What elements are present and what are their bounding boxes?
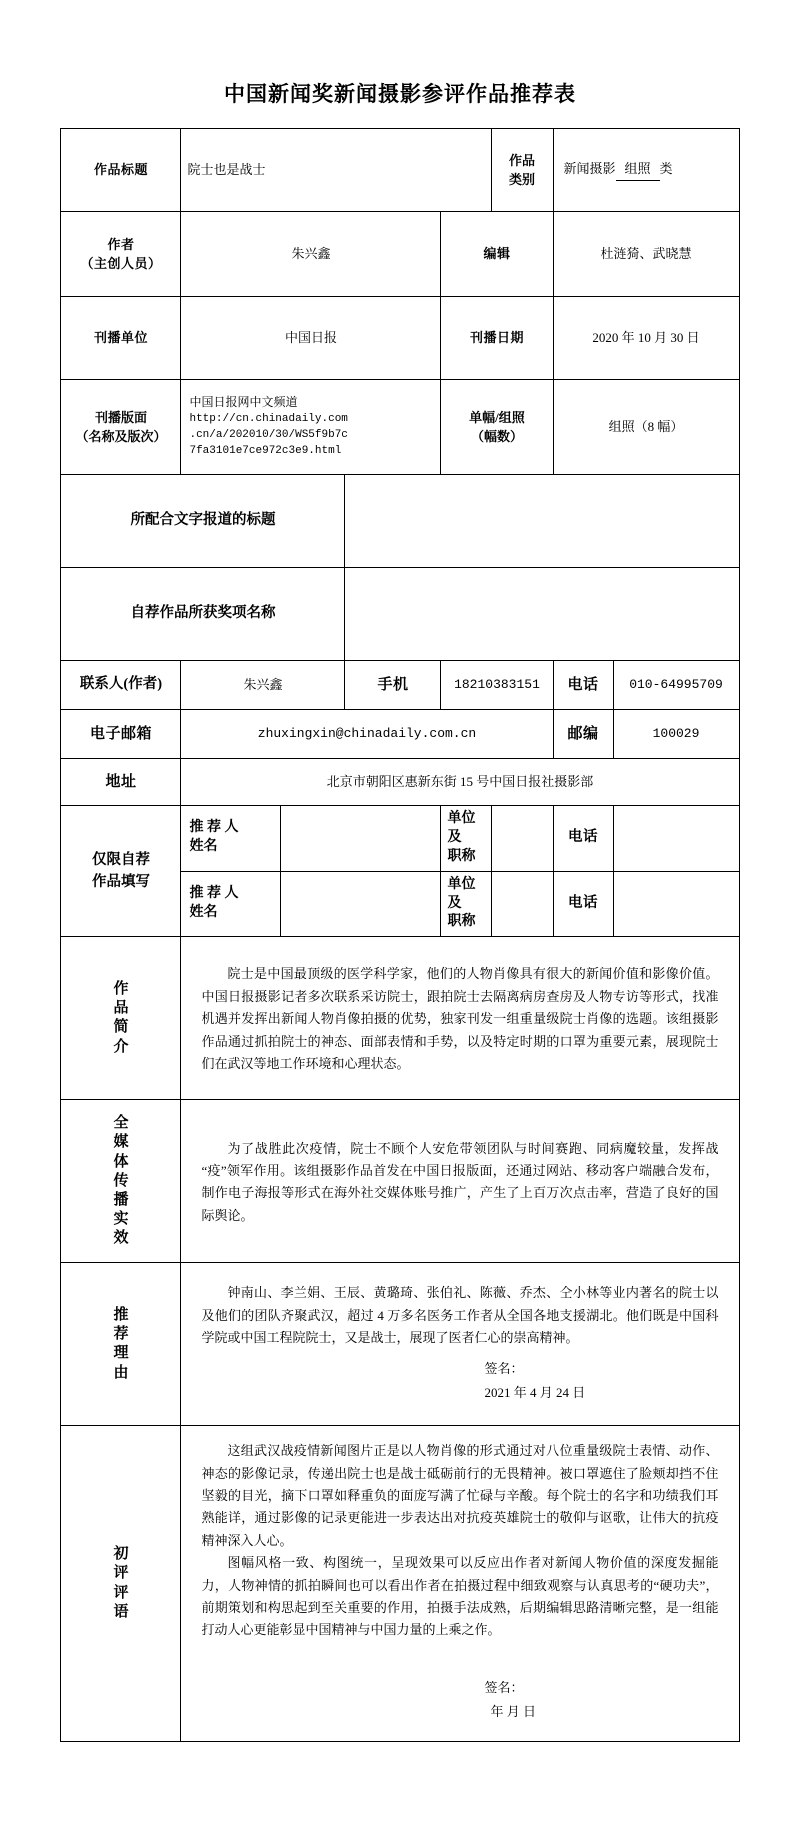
reason-label — [61, 1263, 181, 1426]
edition-label-line2: （名称及版次） — [75, 429, 167, 444]
table-row-recommender-1 — [61, 806, 739, 872]
table-row-media-effect — [61, 1100, 739, 1263]
summary-text: 院士是中国最顶级的医学科学家，他们的人物肖像具有很大的新闻价值和影像价值。中国日报摄影记者多次联系采访院士，跟拍院士去隔离病房查房及人物专访等形式，找准机遇并发挥出新闻人物肖像拍摄的优势，独家刊发一组重量级院士肖像的选题。该组摄影作品通过抓拍院士的神态、面部表情和手势，以及特定时期的口罩为重要元素，展现院士们在武汉等地工作环境和心理状态。 — [201, 966, 719, 1071]
table-row-contact — [61, 661, 739, 710]
table-row-publisher — [61, 297, 739, 380]
mobile-label: 手机 — [345, 661, 441, 710]
self-only-label-line2: 作品填写 — [91, 874, 150, 891]
self-award-value[interactable] — [345, 568, 739, 661]
category-label — [491, 129, 553, 212]
recommender-phone-label-1: 电话 — [553, 806, 613, 872]
initial-review-signature-block — [485, 1676, 675, 1725]
table-row-author — [61, 212, 739, 297]
single-group-value[interactable]: 组照（8 幅） — [553, 380, 739, 475]
initial-review-signature-date[interactable]: 年 月 日 — [490, 1704, 537, 1720]
address-label: 地址 — [61, 759, 181, 806]
reason-text: 钟南山、李兰娟、王辰、黄璐琦、张伯礼、陈薇、乔杰、仝小林等业内著名的院士以及他们的团队齐聚武汉，超过 4 万多名医务工作者从全国各地支援湖北。他们既是中国科学院或中国工程院院士，又是战士，展现了医者仁心的崇高精神。 — [201, 1285, 719, 1346]
contact-value[interactable]: 朱兴鑫 — [181, 661, 345, 710]
unit-title-label-1-line2: 职称 — [447, 848, 476, 864]
recommendation-form-table — [60, 128, 739, 1742]
reason-value[interactable] — [181, 1263, 739, 1426]
edition-url-line1[interactable]: http://cn.chinadaily.com — [189, 412, 348, 425]
unit-title-value-2[interactable] — [491, 871, 553, 937]
summary-label-text: 作品简介 — [113, 980, 129, 1055]
page-title: 中国新闻奖新闻摄影参评作品推荐表 — [224, 82, 576, 106]
recommender-name-label-2 — [181, 871, 281, 937]
table-row-accompany-title — [61, 475, 739, 568]
reason-label-text: 推荐理由 — [113, 1306, 129, 1381]
summary-label — [61, 937, 181, 1100]
email-value[interactable]: zhuxingxin@chinadaily.com.cn — [181, 710, 553, 759]
recommender-phone-label-2: 电话 — [553, 871, 613, 937]
media-effect-value[interactable] — [181, 1100, 739, 1263]
table-row-email — [61, 710, 739, 759]
table-row-work-title — [61, 129, 739, 212]
unit-title-label-1-line1: 单位及 — [447, 811, 476, 845]
accompany-title-value[interactable] — [345, 475, 739, 568]
edition-url-line3[interactable]: 7fa3101e7ce972c3e9.html — [189, 444, 342, 457]
edition-label-line1: 刊播版面 — [94, 409, 147, 425]
category-suffix: 类 — [659, 161, 673, 177]
work-title-value[interactable]: 院士也是战士 — [181, 129, 491, 212]
publisher-label: 刊播单位 — [61, 297, 181, 380]
category-fill[interactable]: 组照 — [616, 159, 660, 181]
reason-signature-label[interactable]: 签名： — [484, 1361, 524, 1377]
initial-review-value[interactable] — [181, 1426, 739, 1742]
recommender-phone-value-2[interactable] — [613, 871, 739, 937]
postcode-label: 邮编 — [553, 710, 613, 759]
unit-title-label-2-line1: 单位及 — [447, 876, 476, 911]
unit-title-label-2-line2: 职称 — [447, 914, 476, 930]
address-value[interactable]: 北京市朝阳区惠新东街 15 号中国日报社摄影部 — [181, 759, 739, 806]
recommender-name-label-2-line2: 姓名 — [189, 905, 218, 920]
author-label-line2: （主创人员） — [80, 256, 162, 271]
table-row-self-award — [61, 568, 739, 661]
unit-title-value-1[interactable] — [491, 806, 553, 872]
self-only-label-line1: 仅限自荐 — [91, 851, 150, 868]
unit-title-label-2 — [441, 871, 491, 937]
table-row-address — [61, 759, 739, 806]
recommender-name-label-1-line2: 姓名 — [189, 839, 218, 855]
initial-review-label — [61, 1426, 181, 1742]
self-award-label: 自荐作品所获奖项名称 — [61, 568, 345, 661]
media-effect-label-text: 全媒体传播实效 — [113, 1115, 129, 1247]
initial-review-text: 这组武汉战疫情新闻图片正是以人物肖像的形式通过对八位重量级院士表情、动作、神态的影像记录，传递出院士也是战士砥砺前行的无畏精神。被口罩遮住了脸颊却挡不住坚毅的目光，摘下口罩如释重负的面庞写满了忙碌与辛酸。每个院士的名字和功绩我们耳熟能详，通过影像的记录更能进一步表达出对抗疫英雄院士的敬仰与讴歌，让伟大的抗疫精神深入人心。 — [201, 1443, 719, 1548]
media-effect-text: 为了战胜此次疫情，院士不顾个人安危带领团队与时间赛跑、同病魔较量，发挥战“疫”领军作用。该组摄影作品首发在中国日报版面，还通过网站、移动客户端融合发布，制作电子海报等形式在海外社交媒体账号推广，产生了上百万次点击率，营造了良好的国际舆论。 — [201, 1140, 719, 1223]
table-row-summary — [61, 937, 739, 1100]
single-group-label-line1: 单幅/组照 — [469, 409, 525, 425]
recommender-name-value-2[interactable] — [281, 871, 441, 937]
single-group-label-line2: （幅数） — [470, 429, 523, 444]
author-label — [61, 212, 181, 297]
category-prefix: 新闻摄影 — [563, 161, 616, 177]
phone-label: 电话 — [553, 661, 613, 710]
author-value[interactable]: 朱兴鑫 — [181, 212, 441, 297]
unit-title-label-1 — [441, 806, 491, 872]
publisher-value[interactable]: 中国日报 — [181, 297, 441, 380]
publish-date-value[interactable]: 2020 年 10 月 30 日 — [553, 297, 739, 380]
recommender-name-value-1[interactable] — [281, 806, 441, 872]
edition-label — [61, 380, 181, 475]
category-label-line1: 作品 — [508, 152, 535, 168]
author-label-line1: 作者 — [107, 236, 135, 252]
accompany-title-label: 所配合文字报道的标题 — [61, 475, 345, 568]
edition-url-line2[interactable]: .cn/a/202010/30/WS5f9b7c — [189, 428, 348, 441]
edition-value[interactable] — [181, 380, 441, 475]
work-title-label: 作品标题 — [61, 129, 181, 212]
contact-label: 联系人(作者) — [61, 661, 181, 710]
table-row-reason — [61, 1263, 739, 1426]
reason-signature-date[interactable]: 2021 年 4 月 24 日 — [484, 1384, 586, 1400]
initial-review-signature-label[interactable]: 签名： — [484, 1679, 524, 1695]
initial-review-label-text: 初评评语 — [113, 1546, 129, 1620]
editor-value[interactable]: 杜涟猗、武晓慧 — [553, 212, 739, 297]
publish-date-label: 刊播日期 — [441, 297, 553, 380]
category-label-line2: 类别 — [508, 172, 535, 187]
table-row-initial-review — [61, 1426, 739, 1742]
summary-value[interactable] — [181, 937, 739, 1100]
phone-value[interactable]: 010-64995709 — [613, 661, 739, 710]
self-only-label — [61, 806, 181, 937]
single-group-label — [441, 380, 553, 475]
mobile-value[interactable]: 18210383151 — [441, 661, 553, 710]
table-row-edition — [61, 380, 739, 475]
editor-label: 编辑 — [441, 212, 553, 297]
recommender-name-label-1-line1: 推 荐 人 — [189, 820, 239, 836]
category-value[interactable] — [553, 129, 739, 212]
reason-signature-block — [485, 1357, 675, 1404]
initial-review-text-2: 图幅风格一致、构图统一，呈现效果可以反应出作者对新闻人物价值的深度发掘能力，人物神情的抓拍瞬间也可以看出作者在拍摄过程中细致观察与认真思考的“硬功夫”，前期策划和构思起到至关重要的作用，拍摄手法成熟，后期编辑思路清晰完整，是一组能打动人心更能彰显中国精神与中国力量的上乘之作。 — [201, 1555, 719, 1638]
recommender-name-label-2-line1: 推 荐 人 — [189, 886, 239, 902]
edition-channel: 中国日报网中文频道 — [189, 395, 298, 410]
email-label: 电子邮箱 — [61, 710, 181, 759]
recommender-phone-value-1[interactable] — [613, 806, 739, 872]
postcode-value[interactable]: 100029 — [613, 710, 739, 759]
recommender-name-label-1 — [181, 806, 281, 872]
media-effect-label — [61, 1100, 181, 1263]
